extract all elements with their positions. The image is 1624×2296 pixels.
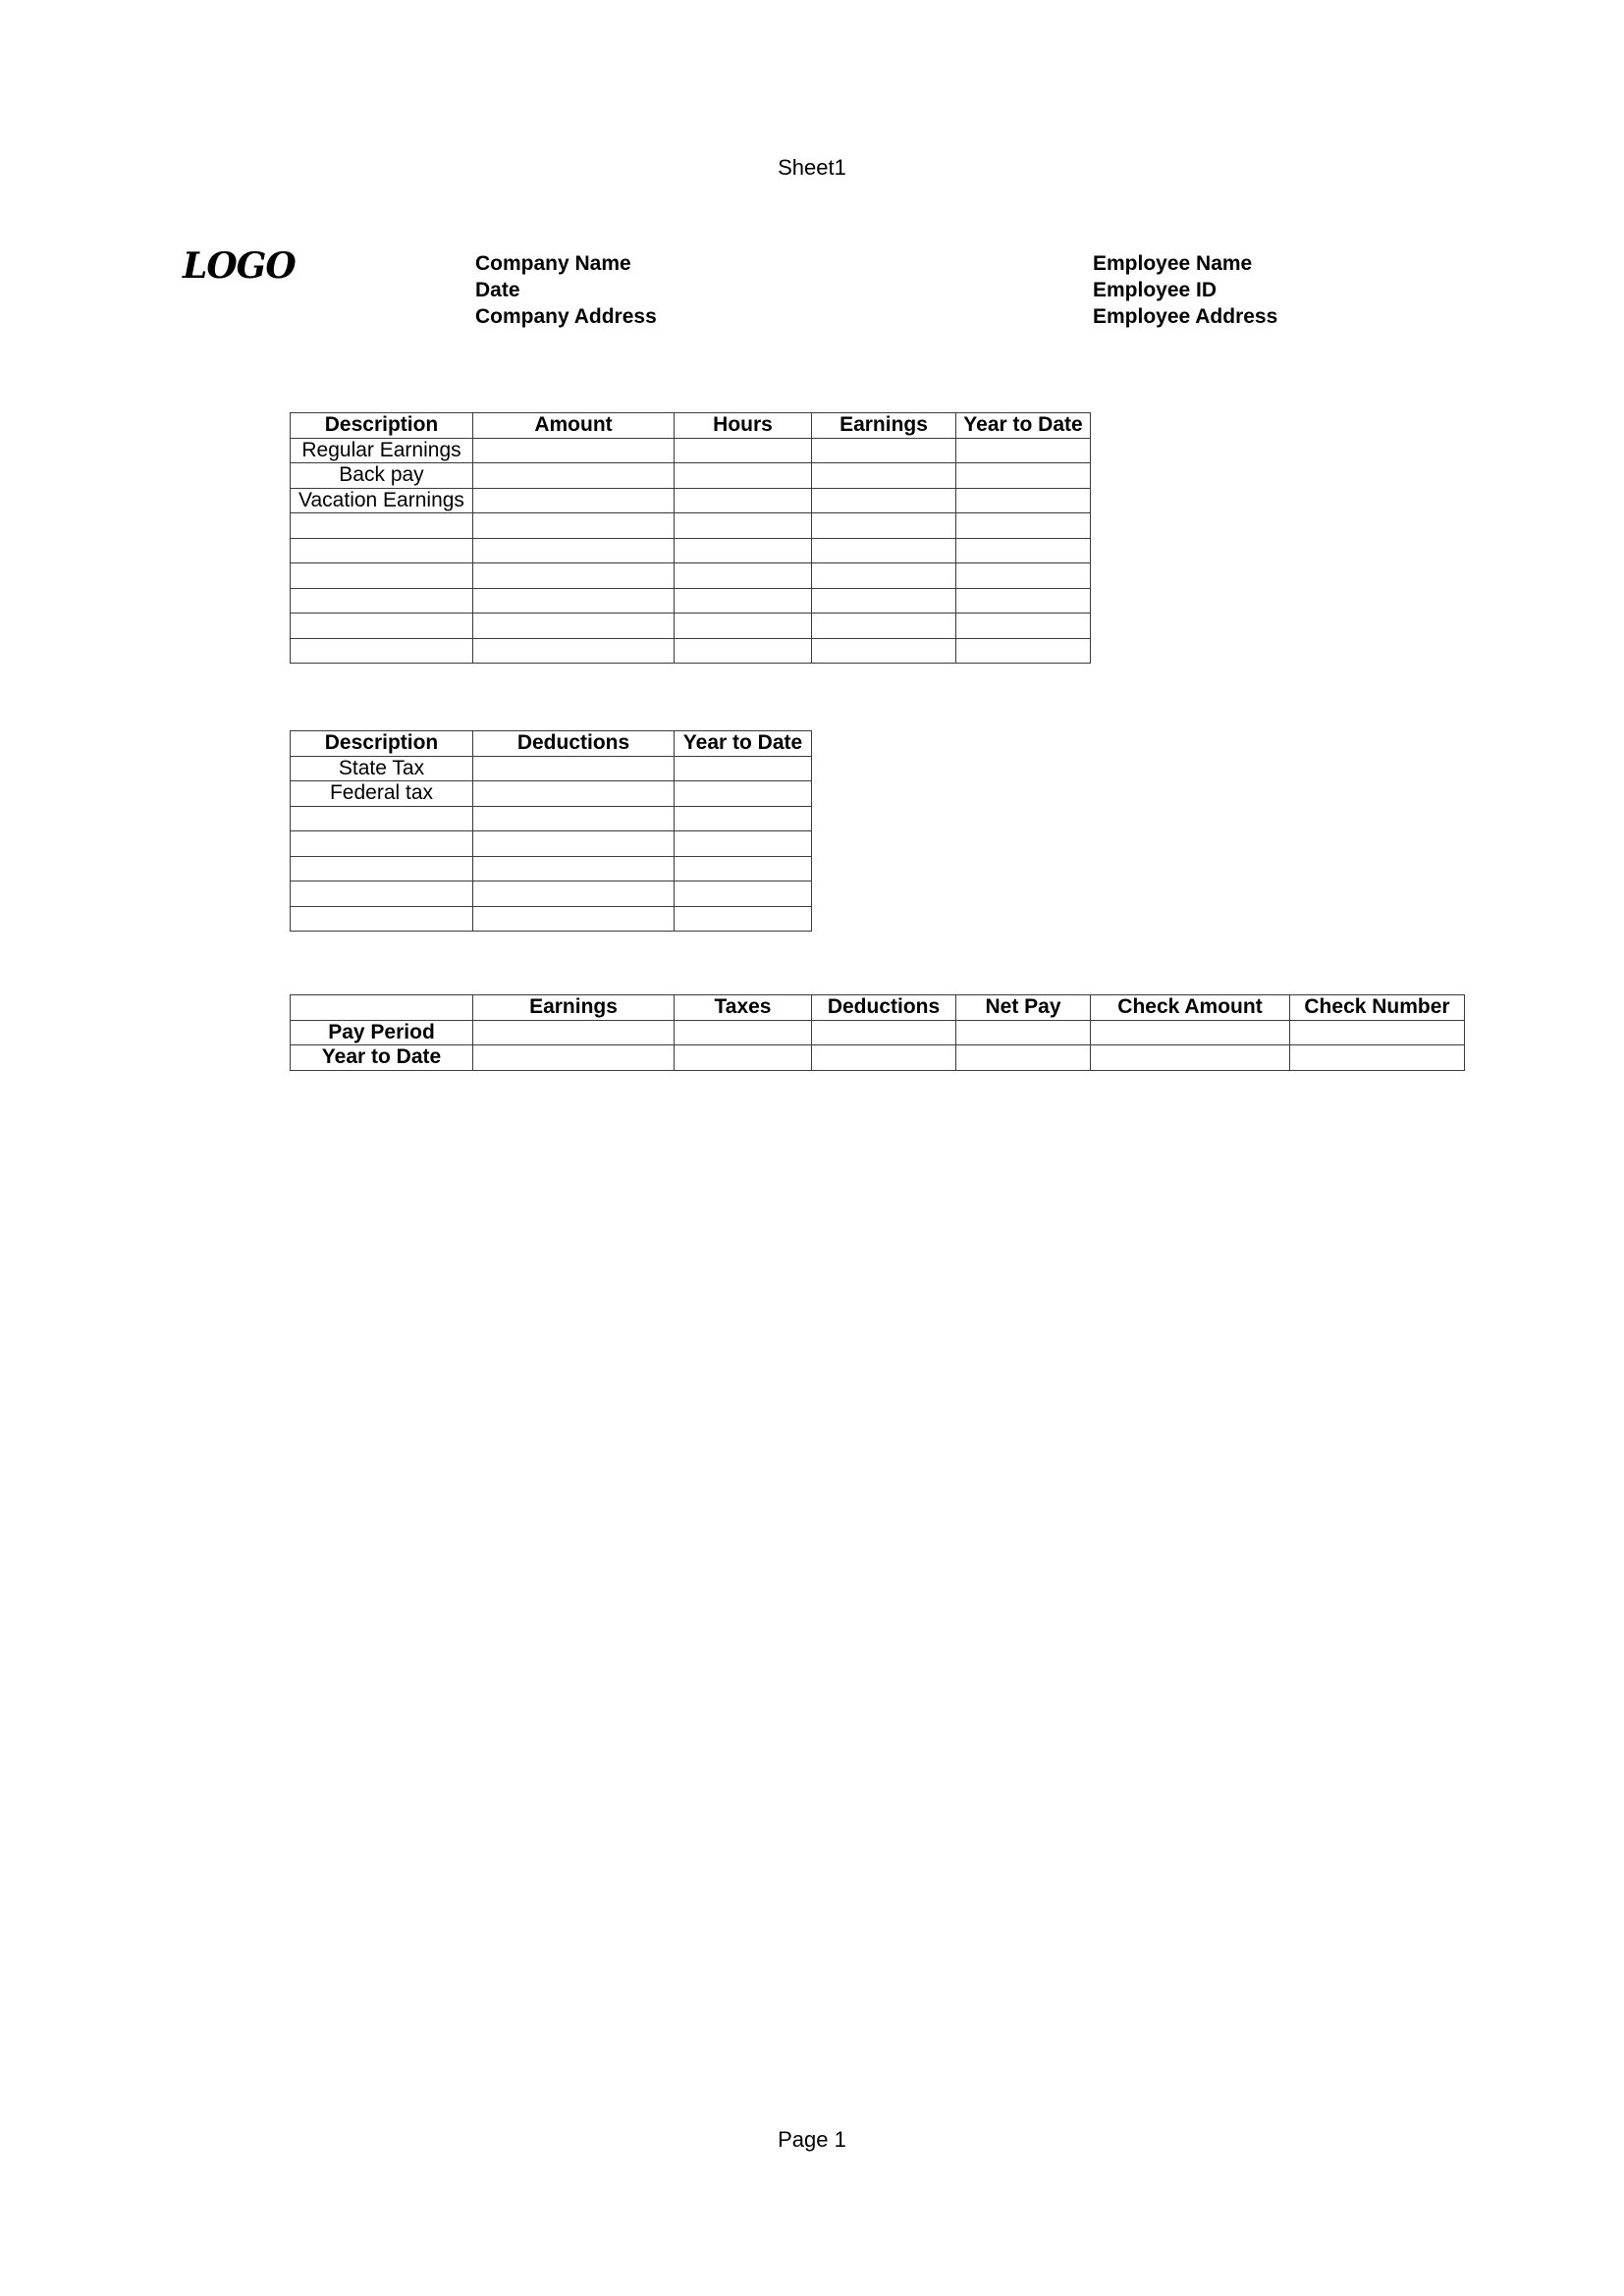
row-label-cell: Year to Date (291, 1045, 473, 1071)
value-cell (812, 438, 956, 463)
value-cell (956, 563, 1091, 589)
value-cell (675, 614, 812, 639)
column-header: Earnings (812, 413, 956, 439)
table-row (291, 438, 1091, 463)
value-cell (1091, 1045, 1290, 1071)
table-row (291, 906, 812, 932)
value-cell (473, 438, 675, 463)
company-logo: LOGO (183, 245, 296, 287)
value-cell (812, 488, 956, 513)
row-label-cell (291, 614, 473, 639)
column-header: Earnings (473, 995, 675, 1021)
table-row (291, 463, 1091, 489)
column-header: Deductions (473, 731, 675, 757)
value-cell (675, 856, 812, 881)
column-header: Taxes (675, 995, 812, 1021)
table-row (291, 881, 812, 907)
summary-header-row (291, 995, 1465, 1021)
value-cell (675, 806, 812, 831)
value-cell (956, 513, 1091, 539)
value-cell (675, 638, 812, 664)
value-cell (675, 513, 812, 539)
value-cell (812, 614, 956, 639)
value-cell (675, 488, 812, 513)
value-cell (956, 1045, 1091, 1071)
table-row (291, 806, 812, 831)
row-label-cell (291, 831, 473, 857)
value-cell (675, 781, 812, 807)
table-row (291, 614, 1091, 639)
earnings-header-row (291, 413, 1091, 439)
value-cell (675, 906, 812, 932)
value-cell (473, 881, 675, 907)
row-label-cell: State Tax (291, 756, 473, 781)
row-label-cell (291, 563, 473, 589)
column-header: Check Number (1290, 995, 1465, 1021)
row-label-cell (291, 881, 473, 907)
value-cell (473, 538, 675, 563)
value-cell (1290, 1045, 1465, 1071)
table-row (291, 488, 1091, 513)
employee-info-block (1093, 250, 1277, 330)
pay-summary-table (290, 994, 1465, 1071)
value-cell (473, 831, 675, 857)
row-label-cell (291, 588, 473, 614)
row-label-cell (291, 906, 473, 932)
row-label-cell: Regular Earnings (291, 438, 473, 463)
column-header: Description (291, 731, 473, 757)
table-row (291, 756, 812, 781)
value-cell (473, 513, 675, 539)
value-cell (675, 831, 812, 857)
row-label-cell (291, 806, 473, 831)
sheet-title: Sheet1 (778, 155, 846, 180)
row-label-cell (291, 513, 473, 539)
row-label-cell: Vacation Earnings (291, 488, 473, 513)
value-cell (473, 463, 675, 489)
company-info-block (475, 250, 657, 330)
value-cell (473, 756, 675, 781)
value-cell (1091, 1020, 1290, 1045)
value-cell (812, 513, 956, 539)
table-row (291, 638, 1091, 664)
value-cell (675, 438, 812, 463)
table-row (291, 538, 1091, 563)
value-cell (675, 881, 812, 907)
pay-date: Date (475, 279, 520, 301)
value-cell (675, 756, 812, 781)
column-header: Check Amount (1091, 995, 1290, 1021)
value-cell (675, 1045, 812, 1071)
earnings-table (290, 412, 1091, 664)
employee-address: Employee Address (1093, 305, 1278, 328)
table-row (291, 1020, 1465, 1045)
column-header: Deductions (812, 995, 956, 1021)
column-header: Year to Date (956, 413, 1091, 439)
value-cell (956, 438, 1091, 463)
table-row (291, 588, 1091, 614)
value-cell (473, 563, 675, 589)
value-cell (473, 1045, 675, 1071)
value-cell (675, 563, 812, 589)
value-cell (675, 538, 812, 563)
deductions-header-row (291, 731, 812, 757)
table-row (291, 513, 1091, 539)
value-cell (812, 563, 956, 589)
value-cell (956, 538, 1091, 563)
row-label-cell (291, 856, 473, 881)
deductions-table (290, 730, 812, 932)
table-row (291, 563, 1091, 589)
value-cell (812, 538, 956, 563)
value-cell (675, 463, 812, 489)
value-cell (956, 588, 1091, 614)
value-cell (956, 488, 1091, 513)
value-cell (473, 614, 675, 639)
value-cell (812, 588, 956, 614)
value-cell (473, 1020, 675, 1045)
company-address: Company Address (475, 305, 657, 328)
row-label-cell (291, 538, 473, 563)
employee-id: Employee ID (1093, 279, 1218, 301)
value-cell (812, 638, 956, 664)
value-cell (675, 588, 812, 614)
value-cell (1290, 1020, 1465, 1045)
value-cell (473, 588, 675, 614)
value-cell (473, 638, 675, 664)
row-label-cell: Federal tax (291, 781, 473, 807)
table-row (291, 856, 812, 881)
value-cell (956, 614, 1091, 639)
table-row (291, 831, 812, 857)
value-cell (473, 488, 675, 513)
column-header: Hours (675, 413, 812, 439)
row-label-cell (291, 638, 473, 664)
value-cell (473, 781, 675, 807)
column-header: Net Pay (956, 995, 1091, 1021)
row-label-cell: Back pay (291, 463, 473, 489)
column-header: Description (291, 413, 473, 439)
value-cell (956, 638, 1091, 664)
value-cell (956, 1020, 1091, 1045)
column-header: Amount (473, 413, 675, 439)
employee-name: Employee Name (1093, 252, 1253, 275)
value-cell (473, 806, 675, 831)
value-cell (812, 1020, 956, 1045)
table-row (291, 1045, 1465, 1071)
table-row (291, 781, 812, 807)
column-header: Year to Date (675, 731, 812, 757)
value-cell (812, 1045, 956, 1071)
value-cell (812, 463, 956, 489)
row-label-cell: Pay Period (291, 1020, 473, 1045)
value-cell (956, 463, 1091, 489)
value-cell (473, 906, 675, 932)
value-cell (675, 1020, 812, 1045)
company-name: Company Name (475, 252, 631, 275)
value-cell (473, 856, 675, 881)
page-number: Page 1 (778, 2127, 846, 2152)
column-header (291, 995, 473, 1021)
